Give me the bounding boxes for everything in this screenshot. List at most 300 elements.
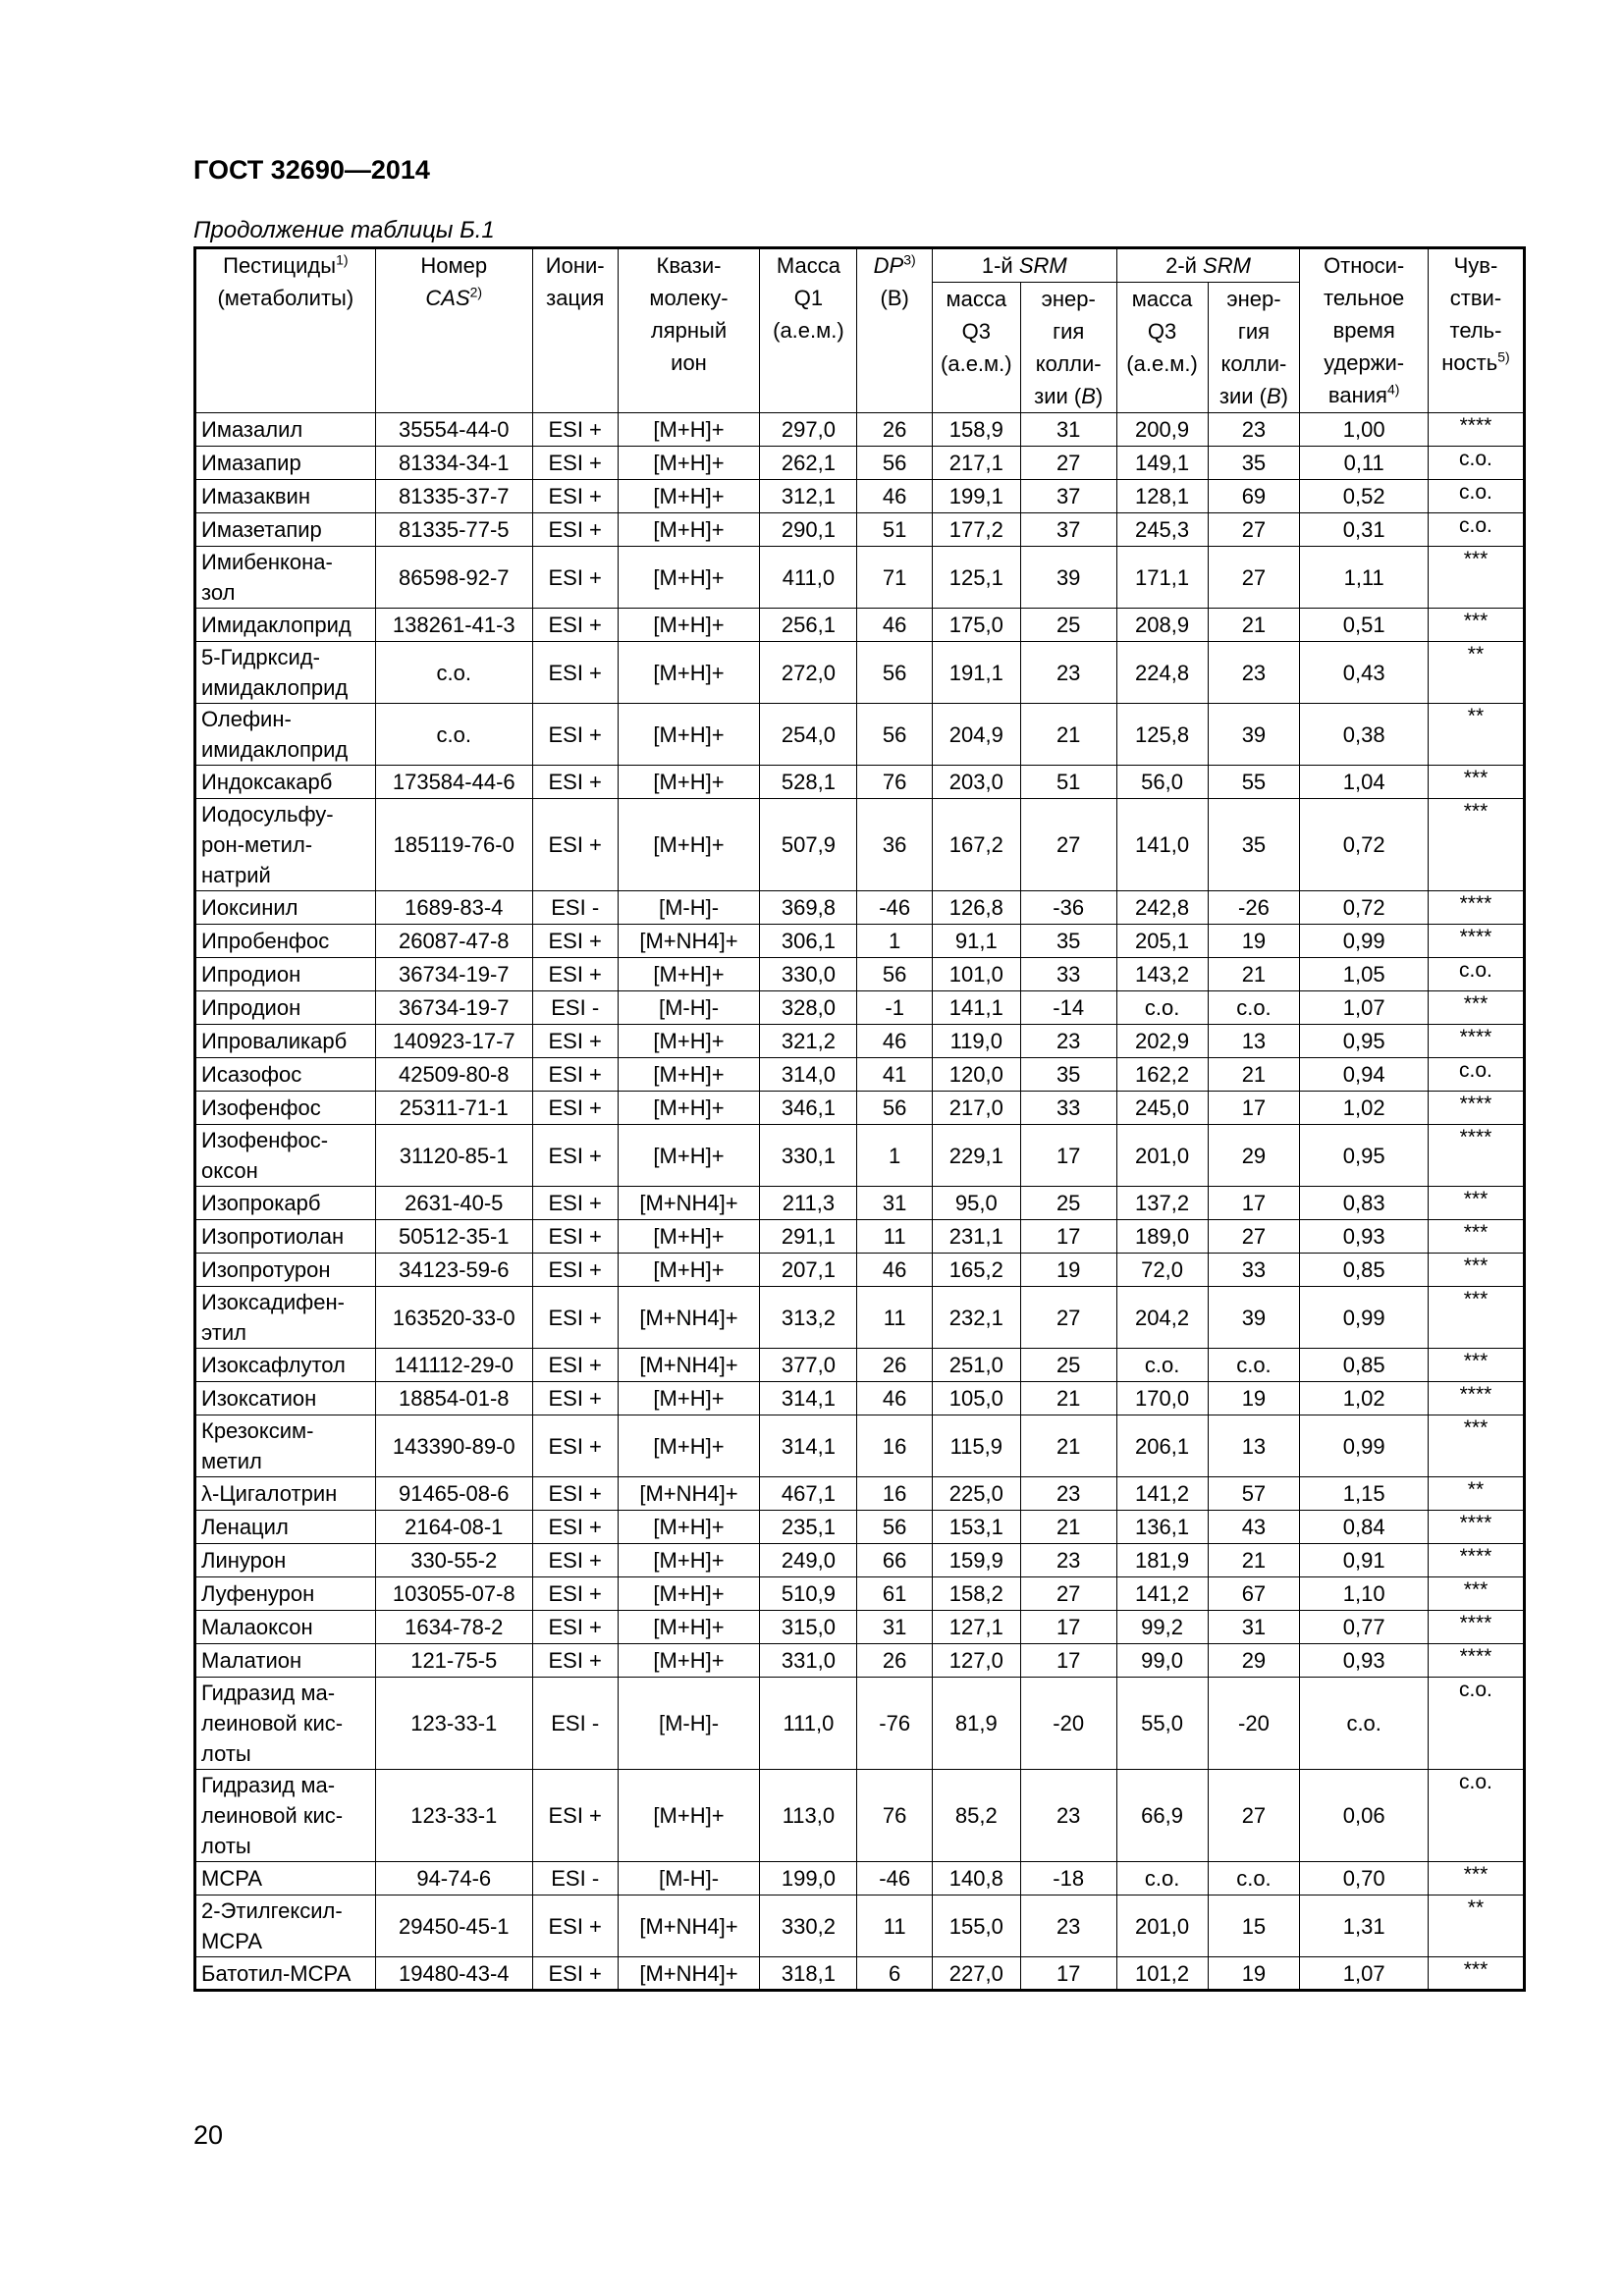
cell-cas: 2631-40-5 [375, 1187, 532, 1220]
cell-srm1-mass-q3: 155,0 [932, 1896, 1020, 1957]
cell-ionization: ESI + [532, 704, 618, 766]
cell-cas: 121-75-5 [375, 1644, 532, 1678]
table-row [195, 1511, 1525, 1544]
cell-srm2-mass-q3: 66,9 [1116, 1770, 1208, 1862]
cell-pesticide: Луфенурон [195, 1577, 376, 1611]
cell-srm1-mass-q3: 199,1 [932, 480, 1020, 513]
cell-srm1-mass-q3: 191,1 [932, 642, 1020, 704]
header-retention-label: Относи- тельное время удержи- вания [1324, 253, 1405, 407]
cell-srm1-mass-q3: 91,1 [932, 925, 1020, 958]
cell-mass-q1: 306,1 [760, 925, 857, 958]
cell-sensitivity: ** [1428, 642, 1524, 704]
cell-srm1-collision-energy: 17 [1020, 1125, 1116, 1187]
cell-retention: 1,31 [1300, 1896, 1429, 1957]
cell-pesticide: 5-Гидрксид- имидаклоприд [195, 642, 376, 704]
table-row [195, 1611, 1525, 1644]
cell-pesticide: Олефин- имидаклоприд [195, 704, 376, 766]
cell-sensitivity: *** [1428, 1577, 1524, 1611]
cell-srm1-mass-q3: 251,0 [932, 1349, 1020, 1382]
cell-sensitivity: *** [1428, 1220, 1524, 1254]
cell-quasi-ion: [M+H]+ [618, 609, 760, 642]
cell-dp: 46 [857, 1382, 933, 1415]
cell-srm1-collision-energy: 21 [1020, 704, 1116, 766]
table-row [195, 480, 1525, 513]
cell-sensitivity: **** [1428, 1125, 1524, 1187]
header-pesticide [195, 248, 376, 413]
table-row [195, 766, 1525, 799]
cell-mass-q1: 328,0 [760, 991, 857, 1025]
cell-retention: 1,00 [1300, 413, 1429, 447]
cell-pesticide: Ипродион [195, 991, 376, 1025]
header-srm-1-prefix: 1-й [981, 253, 1019, 278]
cell-srm1-mass-q3: 127,1 [932, 1611, 1020, 1644]
cell-srm1-mass-q3: 217,0 [932, 1092, 1020, 1125]
table-row [195, 1220, 1525, 1254]
cell-srm1-mass-q3: 175,0 [932, 609, 1020, 642]
cell-quasi-ion: [M+H]+ [618, 480, 760, 513]
cell-sensitivity: с.о. [1428, 1058, 1524, 1092]
cell-srm1-collision-energy: 37 [1020, 480, 1116, 513]
cell-pesticide: 2-Этилгексил- МСРА [195, 1896, 376, 1957]
cell-srm1-collision-energy: 17 [1020, 1957, 1116, 1991]
cell-srm2-collision-energy: 27 [1208, 1220, 1300, 1254]
cell-cas: 36734-19-7 [375, 991, 532, 1025]
cell-srm1-collision-energy: 37 [1020, 513, 1116, 547]
cell-srm2-collision-energy: 21 [1208, 609, 1300, 642]
cell-srm2-mass-q3: 149,1 [1116, 447, 1208, 480]
cell-pesticide: Изофенфос- оксон [195, 1125, 376, 1187]
cell-retention: 1,11 [1300, 547, 1429, 609]
cell-srm2-collision-energy: 27 [1208, 1770, 1300, 1862]
cell-srm2-mass-q3: 245,3 [1116, 513, 1208, 547]
cell-srm1-collision-energy: 27 [1020, 1287, 1116, 1349]
cell-srm2-mass-q3: 99,2 [1116, 1611, 1208, 1644]
cell-sensitivity: *** [1428, 1957, 1524, 1991]
cell-dp: 41 [857, 1058, 933, 1092]
cell-retention: 0,84 [1300, 1511, 1429, 1544]
cell-pesticide: λ-Цигалотрин [195, 1477, 376, 1511]
cell-ionization: ESI + [532, 1896, 618, 1957]
table-row [195, 1187, 1525, 1220]
cell-srm1-mass-q3: 120,0 [932, 1058, 1020, 1092]
cell-srm2-mass-q3: 56,0 [1116, 766, 1208, 799]
cell-ionization: ESI + [532, 1957, 618, 1991]
cell-quasi-ion: [M+H]+ [618, 447, 760, 480]
cell-mass-q1: 315,0 [760, 1611, 857, 1644]
cell-pesticide: Индоксакарб [195, 766, 376, 799]
cell-srm2-mass-q3: 128,1 [1116, 480, 1208, 513]
table-row [195, 1770, 1525, 1862]
table-row [195, 1254, 1525, 1287]
cell-srm1-mass-q3: 227,0 [932, 1957, 1020, 1991]
cell-ionization: ESI - [532, 1862, 618, 1896]
cell-quasi-ion: [M+H]+ [618, 704, 760, 766]
cell-dp: 46 [857, 1025, 933, 1058]
cell-retention: 0,93 [1300, 1644, 1429, 1678]
cell-srm2-mass-q3: 99,0 [1116, 1644, 1208, 1678]
cell-sensitivity: *** [1428, 1349, 1524, 1382]
cell-srm1-collision-energy: 21 [1020, 1511, 1116, 1544]
cell-cas: 1689-83-4 [375, 891, 532, 925]
cell-srm2-collision-energy: -20 [1208, 1678, 1300, 1770]
cell-srm1-collision-energy: 23 [1020, 1025, 1116, 1058]
cell-mass-q1: 314,0 [760, 1058, 857, 1092]
cell-quasi-ion: [M+H]+ [618, 1382, 760, 1415]
cell-quasi-ion: [M+NH4]+ [618, 1349, 760, 1382]
header-retention-footnote: 4) [1386, 381, 1400, 398]
cell-cas: 330-55-2 [375, 1544, 532, 1577]
table-row [195, 1349, 1525, 1382]
cell-mass-q1: 510,9 [760, 1577, 857, 1611]
cell-retention: 0,38 [1300, 704, 1429, 766]
cell-ionization: ESI + [532, 547, 618, 609]
cell-quasi-ion: [M+NH4]+ [618, 1287, 760, 1349]
cell-srm2-mass-q3: 136,1 [1116, 1511, 1208, 1544]
cell-srm2-collision-energy: 21 [1208, 958, 1300, 991]
cell-cas: 138261-41-3 [375, 609, 532, 642]
cell-dp: 1 [857, 1125, 933, 1187]
table-row [195, 447, 1525, 480]
cell-srm2-collision-energy: 21 [1208, 1058, 1300, 1092]
cell-ionization: ESI + [532, 1287, 618, 1349]
cell-sensitivity: **** [1428, 925, 1524, 958]
cell-sensitivity: *** [1428, 799, 1524, 891]
cell-pesticide: Имазаквин [195, 480, 376, 513]
table-row [195, 1382, 1525, 1415]
cell-cas: 19480-43-4 [375, 1957, 532, 1991]
cell-mass-q1: 331,0 [760, 1644, 857, 1678]
cell-srm2-collision-energy: 33 [1208, 1254, 1300, 1287]
cell-cas: 91465-08-6 [375, 1477, 532, 1511]
table-row [195, 891, 1525, 925]
cell-srm1-mass-q3: 125,1 [932, 547, 1020, 609]
cell-srm2-collision-energy: 29 [1208, 1644, 1300, 1678]
cell-srm2-collision-energy: 19 [1208, 1957, 1300, 1991]
cell-srm2-collision-energy: 67 [1208, 1577, 1300, 1611]
cell-retention: 0,94 [1300, 1058, 1429, 1092]
cell-mass-q1: 211,3 [760, 1187, 857, 1220]
cell-srm1-collision-energy: 27 [1020, 799, 1116, 891]
page-number: 20 [193, 2120, 224, 2150]
cell-srm2-mass-q3: с.о. [1116, 1862, 1208, 1896]
cell-dp: 16 [857, 1415, 933, 1477]
cell-quasi-ion: [M+H]+ [618, 642, 760, 704]
header-srm-2-ce-label: энер- гия колли- зии ( [1218, 287, 1287, 408]
cell-sensitivity: **** [1428, 1644, 1524, 1678]
table-row [195, 1092, 1525, 1125]
cell-sensitivity: **** [1428, 1025, 1524, 1058]
cell-cas: 36734-19-7 [375, 958, 532, 991]
cell-srm1-mass-q3: 159,9 [932, 1544, 1020, 1577]
cell-mass-q1: 467,1 [760, 1477, 857, 1511]
cell-sensitivity: *** [1428, 1862, 1524, 1896]
cell-mass-q1: 207,1 [760, 1254, 857, 1287]
cell-dp: 56 [857, 447, 933, 480]
cell-srm1-collision-energy: 33 [1020, 958, 1116, 991]
cell-cas: 42509-80-8 [375, 1058, 532, 1092]
cell-mass-q1: 272,0 [760, 642, 857, 704]
cell-srm2-collision-energy: с.о. [1208, 1349, 1300, 1382]
cell-quasi-ion: [M+H]+ [618, 1254, 760, 1287]
cell-mass-q1: 314,1 [760, 1415, 857, 1477]
cell-ionization: ESI + [532, 1220, 618, 1254]
cell-sensitivity: с.о. [1428, 1678, 1524, 1770]
cell-srm1-mass-q3: 126,8 [932, 891, 1020, 925]
cell-srm2-collision-energy: 17 [1208, 1187, 1300, 1220]
table-row [195, 1678, 1525, 1770]
header-srm-1-mass-q3: масса Q3 (а.е.м.) [932, 283, 1020, 413]
cell-dp: 26 [857, 1644, 933, 1678]
cell-dp: 31 [857, 1611, 933, 1644]
cell-sensitivity: с.о. [1428, 1770, 1524, 1862]
cell-cas: 50512-35-1 [375, 1220, 532, 1254]
cell-srm2-collision-energy: 15 [1208, 1896, 1300, 1957]
cell-retention: 1,15 [1300, 1477, 1429, 1511]
cell-dp: 56 [857, 1092, 933, 1125]
cell-dp: 46 [857, 1254, 933, 1287]
cell-srm2-collision-energy: 31 [1208, 1611, 1300, 1644]
cell-quasi-ion: [M+H]+ [618, 799, 760, 891]
cell-srm2-collision-energy: 57 [1208, 1477, 1300, 1511]
cell-pesticide: Ипроваликарб [195, 1025, 376, 1058]
cell-retention: 1,02 [1300, 1382, 1429, 1415]
cell-srm2-collision-energy: 21 [1208, 1544, 1300, 1577]
cell-dp: 46 [857, 480, 933, 513]
cell-retention: 0,77 [1300, 1611, 1429, 1644]
cell-dp: -76 [857, 1678, 933, 1770]
cell-retention: 0,99 [1300, 925, 1429, 958]
header-srm-1 [932, 248, 1116, 283]
cell-dp: 11 [857, 1896, 933, 1957]
cell-retention: с.о. [1300, 1678, 1429, 1770]
cell-dp: 76 [857, 1770, 933, 1862]
cell-sensitivity: **** [1428, 1092, 1524, 1125]
cell-quasi-ion: [M+H]+ [618, 1058, 760, 1092]
cell-pesticide: Малатион [195, 1644, 376, 1678]
cell-sensitivity: *** [1428, 1415, 1524, 1477]
cell-srm2-mass-q3: 125,8 [1116, 704, 1208, 766]
cell-pesticide: Ипродион [195, 958, 376, 991]
cell-retention: 0,43 [1300, 642, 1429, 704]
cell-srm1-collision-energy: 27 [1020, 1577, 1116, 1611]
cell-sensitivity: ** [1428, 1896, 1524, 1957]
cell-sensitivity: *** [1428, 1287, 1524, 1349]
cell-quasi-ion: [M-H]- [618, 1678, 760, 1770]
cell-srm1-mass-q3: 229,1 [932, 1125, 1020, 1187]
cell-dp: 26 [857, 1349, 933, 1382]
cell-ionization: ESI + [532, 1644, 618, 1678]
cell-mass-q1: 312,1 [760, 480, 857, 513]
cell-ionization: ESI + [532, 1349, 618, 1382]
cell-srm1-mass-q3: 225,0 [932, 1477, 1020, 1511]
header-srm-1-ce-close: ) [1095, 384, 1104, 408]
cell-quasi-ion: [M-H]- [618, 991, 760, 1025]
header-cas-italic: CAS [425, 286, 470, 310]
cell-srm2-mass-q3: 141,2 [1116, 1577, 1208, 1611]
cell-dp: 71 [857, 547, 933, 609]
cell-cas: 81335-77-5 [375, 513, 532, 547]
cell-cas: с.о. [375, 642, 532, 704]
header-srm-2 [1116, 248, 1300, 283]
cell-srm2-collision-energy: 23 [1208, 642, 1300, 704]
cell-sensitivity: с.о. [1428, 958, 1524, 991]
cell-srm1-mass-q3: 153,1 [932, 1511, 1020, 1544]
cell-srm1-collision-energy: 35 [1020, 1058, 1116, 1092]
cell-srm2-mass-q3: 204,2 [1116, 1287, 1208, 1349]
cell-retention: 0,11 [1300, 447, 1429, 480]
cell-pesticide: Изоксафлутол [195, 1349, 376, 1382]
cell-ionization: ESI + [532, 1577, 618, 1611]
cell-srm1-collision-energy: 23 [1020, 1544, 1116, 1577]
cell-srm1-collision-energy: 25 [1020, 1349, 1116, 1382]
cell-srm1-collision-energy: 23 [1020, 1770, 1116, 1862]
cell-srm1-mass-q3: 127,0 [932, 1644, 1020, 1678]
cell-srm1-collision-energy: 39 [1020, 547, 1116, 609]
cell-ionization: ESI + [532, 1611, 618, 1644]
cell-srm2-collision-energy: -26 [1208, 891, 1300, 925]
table-row [195, 1058, 1525, 1092]
cell-srm2-mass-q3: 171,1 [1116, 547, 1208, 609]
cell-pesticide: Ленацил [195, 1511, 376, 1544]
cell-quasi-ion: [M+H]+ [618, 1025, 760, 1058]
table-row [195, 1477, 1525, 1511]
table-row [195, 1862, 1525, 1896]
cell-pesticide: Имазетапир [195, 513, 376, 547]
cell-quasi-ion: [M-H]- [618, 891, 760, 925]
cell-srm1-collision-energy: 21 [1020, 1382, 1116, 1415]
cell-retention: 1,05 [1300, 958, 1429, 991]
cell-mass-q1: 297,0 [760, 413, 857, 447]
table-row [195, 1544, 1525, 1577]
cell-cas: 81335-37-7 [375, 480, 532, 513]
header-dp-label: DP [873, 253, 904, 278]
cell-quasi-ion: [M+NH4]+ [618, 1187, 760, 1220]
cell-srm2-mass-q3: 137,2 [1116, 1187, 1208, 1220]
cell-retention: 1,04 [1300, 766, 1429, 799]
table-row [195, 799, 1525, 891]
cell-srm1-collision-energy: 17 [1020, 1220, 1116, 1254]
cell-quasi-ion: [M+NH4]+ [618, 1957, 760, 1991]
header-srm-2-ce-unit: B [1266, 384, 1281, 408]
cell-ionization: ESI + [532, 1092, 618, 1125]
cell-sensitivity: с.о. [1428, 447, 1524, 480]
cell-sensitivity: **** [1428, 891, 1524, 925]
cell-cas: 25311-71-1 [375, 1092, 532, 1125]
cell-srm2-mass-q3: 242,8 [1116, 891, 1208, 925]
cell-pesticide: Исазофос [195, 1058, 376, 1092]
header-pesticide-label: Пестициды [223, 253, 337, 278]
cell-srm1-collision-energy: 35 [1020, 925, 1116, 958]
cell-dp: 56 [857, 642, 933, 704]
cell-ionization: ESI + [532, 1770, 618, 1862]
cell-ionization: ESI + [532, 958, 618, 991]
cell-srm2-mass-q3: 162,2 [1116, 1058, 1208, 1092]
cell-dp: 56 [857, 1511, 933, 1544]
cell-srm1-mass-q3: 217,1 [932, 447, 1020, 480]
table-row [195, 1577, 1525, 1611]
cell-pesticide: Ипробенфос [195, 925, 376, 958]
cell-srm2-collision-energy: 23 [1208, 413, 1300, 447]
header-cas-label: Номер [420, 253, 488, 278]
cell-srm1-mass-q3: 177,2 [932, 513, 1020, 547]
header-srm-1-ce-label: энер- гия колли- зии ( [1034, 287, 1102, 408]
cell-pesticide: Имибенкона- зол [195, 547, 376, 609]
cell-mass-q1: 199,0 [760, 1862, 857, 1896]
cell-srm2-mass-q3: 206,1 [1116, 1415, 1208, 1477]
cell-retention: 0,85 [1300, 1349, 1429, 1382]
cell-quasi-ion: [M+H]+ [618, 766, 760, 799]
cell-quasi-ion: [M-H]- [618, 1862, 760, 1896]
cell-retention: 0,31 [1300, 513, 1429, 547]
cell-retention: 0,72 [1300, 891, 1429, 925]
header-cas-footnote: 2) [469, 284, 483, 300]
header-srm-2-prefix: 2-й [1165, 253, 1204, 278]
cell-srm2-mass-q3: 205,1 [1116, 925, 1208, 958]
cell-srm2-collision-energy: 13 [1208, 1415, 1300, 1477]
cell-dp: -46 [857, 891, 933, 925]
cell-retention: 1,07 [1300, 1957, 1429, 1991]
table-row [195, 513, 1525, 547]
cell-srm2-mass-q3: 224,8 [1116, 642, 1208, 704]
cell-retention: 0,52 [1300, 480, 1429, 513]
cell-quasi-ion: [M+H]+ [618, 1611, 760, 1644]
table-body [195, 413, 1525, 1991]
cell-ionization: ESI + [532, 1544, 618, 1577]
cell-srm2-mass-q3: 189,0 [1116, 1220, 1208, 1254]
cell-cas: 34123-59-6 [375, 1254, 532, 1287]
cell-cas: 18854-01-8 [375, 1382, 532, 1415]
cell-cas: с.о. [375, 704, 532, 766]
table-row [195, 991, 1525, 1025]
cell-srm1-mass-q3: 101,0 [932, 958, 1020, 991]
cell-retention: 0,95 [1300, 1125, 1429, 1187]
cell-srm2-collision-energy: 27 [1208, 547, 1300, 609]
cell-srm2-collision-energy: с.о. [1208, 991, 1300, 1025]
document-title: ГОСТ 32690—2014 [193, 155, 430, 185]
cell-sensitivity: **** [1428, 1511, 1524, 1544]
header-srm-2-ce-close: ) [1280, 384, 1288, 408]
cell-quasi-ion: [M+H]+ [618, 1220, 760, 1254]
cell-pesticide: Имазапир [195, 447, 376, 480]
table-row [195, 1415, 1525, 1477]
cell-srm1-mass-q3: 158,2 [932, 1577, 1020, 1611]
cell-srm2-mass-q3: 72,0 [1116, 1254, 1208, 1287]
cell-sensitivity: *** [1428, 609, 1524, 642]
cell-dp: 46 [857, 609, 933, 642]
cell-cas: 86598-92-7 [375, 547, 532, 609]
cell-dp: 56 [857, 958, 933, 991]
cell-srm2-collision-energy: 39 [1208, 1287, 1300, 1349]
cell-srm1-collision-energy: 19 [1020, 1254, 1116, 1287]
cell-srm1-collision-energy: 21 [1020, 1415, 1116, 1477]
cell-retention: 1,02 [1300, 1092, 1429, 1125]
cell-srm2-mass-q3: 201,0 [1116, 1125, 1208, 1187]
cell-srm2-collision-energy: 27 [1208, 513, 1300, 547]
cell-srm1-mass-q3: 167,2 [932, 799, 1020, 891]
cell-retention: 0,93 [1300, 1220, 1429, 1254]
cell-pesticide: Имазалил [195, 413, 376, 447]
cell-sensitivity: с.о. [1428, 513, 1524, 547]
cell-srm2-collision-energy: 35 [1208, 799, 1300, 891]
cell-srm2-mass-q3: 202,9 [1116, 1025, 1208, 1058]
cell-retention: 0,85 [1300, 1254, 1429, 1287]
cell-cas: 35554-44-0 [375, 413, 532, 447]
cell-sensitivity: *** [1428, 766, 1524, 799]
cell-mass-q1: 346,1 [760, 1092, 857, 1125]
cell-srm2-collision-energy: 19 [1208, 925, 1300, 958]
cell-ionization: ESI + [532, 1511, 618, 1544]
cell-srm2-collision-energy: 55 [1208, 766, 1300, 799]
